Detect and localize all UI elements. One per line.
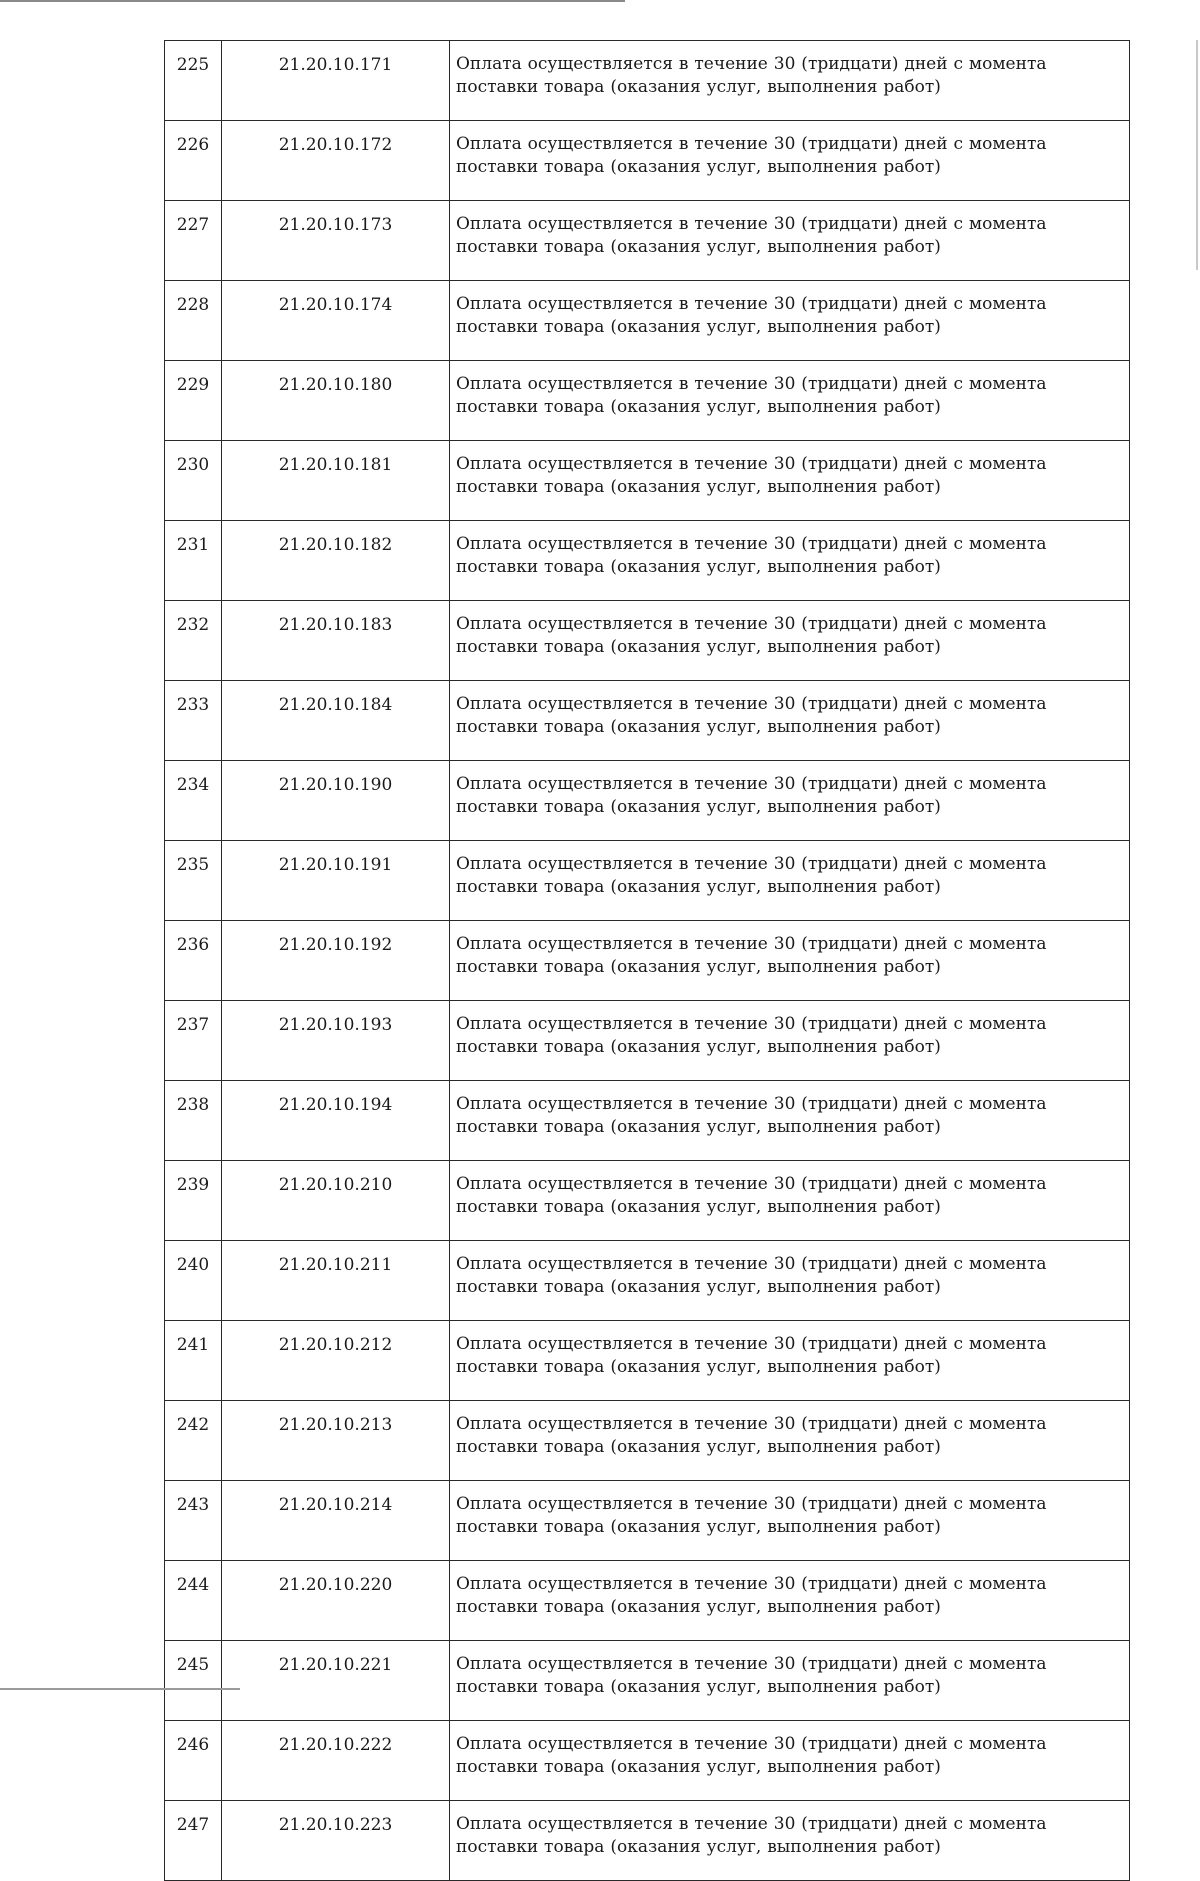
payment-terms: Оплата осуществляется в течение 30 (тридцати) дней с момента поставки товара (оказания услуг, выполнения работ) xyxy=(450,1801,1130,1881)
row-number: 240 xyxy=(165,1241,222,1321)
table-row xyxy=(165,1161,1130,1241)
product-code: 21.20.10.181 xyxy=(222,441,450,521)
payment-terms: Оплата осуществляется в течение 30 (тридцати) дней с момента поставки товара (оказания услуг, выполнения работ) xyxy=(450,121,1130,201)
table-row xyxy=(165,1401,1130,1481)
row-number: 237 xyxy=(165,1001,222,1081)
product-code: 21.20.10.191 xyxy=(222,841,450,921)
product-code: 21.20.10.210 xyxy=(222,1161,450,1241)
product-code: 21.20.10.190 xyxy=(222,761,450,841)
table-row xyxy=(165,1561,1130,1641)
product-code: 21.20.10.223 xyxy=(222,1801,450,1881)
table-row xyxy=(165,681,1130,761)
product-code: 21.20.10.192 xyxy=(222,921,450,1001)
product-code: 21.20.10.214 xyxy=(222,1481,450,1561)
row-number: 238 xyxy=(165,1081,222,1161)
product-code: 21.20.10.222 xyxy=(222,1721,450,1801)
row-number: 231 xyxy=(165,521,222,601)
payment-terms: Оплата осуществляется в течение 30 (тридцати) дней с момента поставки товара (оказания услуг, выполнения работ) xyxy=(450,1561,1130,1641)
table-row xyxy=(165,201,1130,281)
payment-terms: Оплата осуществляется в течение 30 (тридцати) дней с момента поставки товара (оказания услуг, выполнения работ) xyxy=(450,441,1130,521)
table-row xyxy=(165,41,1130,121)
product-code: 21.20.10.184 xyxy=(222,681,450,761)
table-row xyxy=(165,841,1130,921)
payment-terms: Оплата осуществляется в течение 30 (тридцати) дней с момента поставки товара (оказания услуг, выполнения работ) xyxy=(450,1641,1130,1721)
row-number: 234 xyxy=(165,761,222,841)
product-code: 21.20.10.173 xyxy=(222,201,450,281)
payment-terms: Оплата осуществляется в течение 30 (тридцати) дней с момента поставки товара (оказания услуг, выполнения работ) xyxy=(450,761,1130,841)
row-number: 233 xyxy=(165,681,222,761)
payment-terms: Оплата осуществляется в течение 30 (тридцати) дней с момента поставки товара (оказания услуг, выполнения работ) xyxy=(450,521,1130,601)
table-row xyxy=(165,1641,1130,1721)
product-code: 21.20.10.212 xyxy=(222,1321,450,1401)
payment-terms: Оплата осуществляется в течение 30 (тридцати) дней с момента поставки товара (оказания услуг, выполнения работ) xyxy=(450,1321,1130,1401)
payment-terms: Оплата осуществляется в течение 30 (тридцати) дней с момента поставки товара (оказания услуг, выполнения работ) xyxy=(450,1001,1130,1081)
payment-terms-table xyxy=(164,40,1130,1881)
row-number: 232 xyxy=(165,601,222,681)
product-code: 21.20.10.171 xyxy=(222,41,450,121)
row-number: 235 xyxy=(165,841,222,921)
row-number: 244 xyxy=(165,1561,222,1641)
table-body xyxy=(165,41,1130,1881)
scan-artifact-right-edge xyxy=(1196,40,1198,270)
payment-terms: Оплата осуществляется в течение 30 (тридцати) дней с момента поставки товара (оказания услуг, выполнения работ) xyxy=(450,601,1130,681)
product-code: 21.20.10.194 xyxy=(222,1081,450,1161)
table-row xyxy=(165,761,1130,841)
row-number: 243 xyxy=(165,1481,222,1561)
table-row xyxy=(165,1001,1130,1081)
table-row xyxy=(165,121,1130,201)
table-row xyxy=(165,1481,1130,1561)
product-code: 21.20.10.213 xyxy=(222,1401,450,1481)
scan-artifact-bottom-line xyxy=(0,1688,240,1690)
row-number: 227 xyxy=(165,201,222,281)
table-row xyxy=(165,601,1130,681)
row-number: 225 xyxy=(165,41,222,121)
payment-terms: Оплата осуществляется в течение 30 (тридцати) дней с момента поставки товара (оказания услуг, выполнения работ) xyxy=(450,1161,1130,1241)
payment-terms: Оплата осуществляется в течение 30 (тридцати) дней с момента поставки товара (оказания услуг, выполнения работ) xyxy=(450,841,1130,921)
row-number: 230 xyxy=(165,441,222,521)
payment-terms: Оплата осуществляется в течение 30 (тридцати) дней с момента поставки товара (оказания услуг, выполнения работ) xyxy=(450,1081,1130,1161)
product-code: 21.20.10.180 xyxy=(222,361,450,441)
table-row xyxy=(165,1801,1130,1881)
payment-terms: Оплата осуществляется в течение 30 (тридцати) дней с момента поставки товара (оказания услуг, выполнения работ) xyxy=(450,1241,1130,1321)
table-row xyxy=(165,281,1130,361)
product-code: 21.20.10.211 xyxy=(222,1241,450,1321)
scan-artifact-top-line xyxy=(0,0,625,2)
product-code: 21.20.10.220 xyxy=(222,1561,450,1641)
payment-terms: Оплата осуществляется в течение 30 (тридцати) дней с момента поставки товара (оказания услуг, выполнения работ) xyxy=(450,1481,1130,1561)
product-code: 21.20.10.193 xyxy=(222,1001,450,1081)
payment-terms: Оплата осуществляется в течение 30 (тридцати) дней с момента поставки товара (оказания услуг, выполнения работ) xyxy=(450,921,1130,1001)
table-row xyxy=(165,1081,1130,1161)
row-number: 245 xyxy=(165,1641,222,1721)
row-number: 239 xyxy=(165,1161,222,1241)
table-row xyxy=(165,361,1130,441)
table-row xyxy=(165,521,1130,601)
row-number: 247 xyxy=(165,1801,222,1881)
row-number: 242 xyxy=(165,1401,222,1481)
table-row xyxy=(165,441,1130,521)
payment-terms: Оплата осуществляется в течение 30 (тридцати) дней с момента поставки товара (оказания услуг, выполнения работ) xyxy=(450,201,1130,281)
table-row xyxy=(165,1241,1130,1321)
payment-terms: Оплата осуществляется в течение 30 (тридцати) дней с момента поставки товара (оказания услуг, выполнения работ) xyxy=(450,281,1130,361)
row-number: 236 xyxy=(165,921,222,1001)
table-row xyxy=(165,1721,1130,1801)
payment-terms: Оплата осуществляется в течение 30 (тридцати) дней с момента поставки товара (оказания услуг, выполнения работ) xyxy=(450,681,1130,761)
payment-terms: Оплата осуществляется в течение 30 (тридцати) дней с момента поставки товара (оказания услуг, выполнения работ) xyxy=(450,1721,1130,1801)
row-number: 246 xyxy=(165,1721,222,1801)
payment-terms: Оплата осуществляется в течение 30 (тридцати) дней с момента поставки товара (оказания услуг, выполнения работ) xyxy=(450,41,1130,121)
table-row xyxy=(165,921,1130,1001)
product-code: 21.20.10.182 xyxy=(222,521,450,601)
row-number: 229 xyxy=(165,361,222,441)
product-code: 21.20.10.174 xyxy=(222,281,450,361)
product-code: 21.20.10.172 xyxy=(222,121,450,201)
table-row xyxy=(165,1321,1130,1401)
row-number: 228 xyxy=(165,281,222,361)
payment-terms: Оплата осуществляется в течение 30 (тридцати) дней с момента поставки товара (оказания услуг, выполнения работ) xyxy=(450,361,1130,441)
product-code: 21.20.10.183 xyxy=(222,601,450,681)
product-code: 21.20.10.221 xyxy=(222,1641,450,1721)
payment-terms: Оплата осуществляется в течение 30 (тридцати) дней с момента поставки товара (оказания услуг, выполнения работ) xyxy=(450,1401,1130,1481)
row-number: 241 xyxy=(165,1321,222,1401)
row-number: 226 xyxy=(165,121,222,201)
